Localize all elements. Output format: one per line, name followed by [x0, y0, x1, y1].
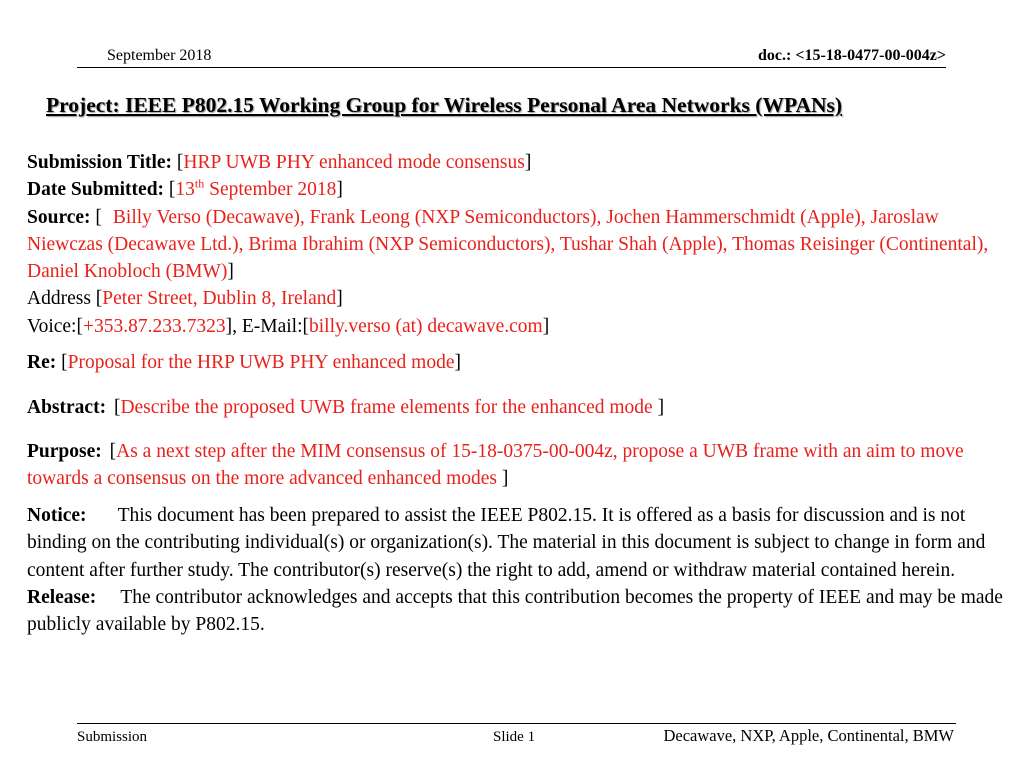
notice-text: This document has been prepared to assist the IEEE P802.15. It is offered as a basis for discussion and is not binding on the contributing individual(s) or organization(s). The material in this document is subject to change in form and content after further study. The contributor(s) reserve(s) the right to add, amend or withdraw material contained herein.: [27, 505, 986, 581]
page-title: Project: IEEE P802.15 Working Group for Wireless Personal Area Networks (WPANs): [46, 93, 843, 117]
abstract-value: Describe the proposed UWB frame elements for the enhanced mode: [120, 397, 658, 418]
date-ordinal: th: [194, 176, 205, 191]
submission-title-line: Submission Title: [HRP UWB PHY enhanced mode consensus]: [27, 152, 532, 173]
date-month-year: September 2018: [204, 179, 337, 201]
submission-title-value: HRP UWB PHY enhanced mode consensus: [183, 152, 525, 173]
date-submitted-line: Date Submitted: [13th September 2018]: [27, 176, 343, 201]
notice-block: [27, 502, 1017, 638]
email-label: E-Mail:: [241, 315, 303, 337]
address-label: Address: [27, 288, 91, 310]
date-day: 13: [175, 179, 195, 201]
re-value: Proposal for the HRP UWB PHY enhanced mode: [67, 352, 455, 373]
abstract-line: Abstract: [Describe the proposed UWB frame elements for the enhanced mode ]: [27, 397, 665, 418]
footer-rule: [77, 723, 956, 724]
submission-block: [27, 149, 1017, 340]
submission-title-label: Submission Title:: [27, 152, 173, 173]
source-line: Source: [ Billy Verso (Decawave), Frank Leong (NXP Semiconductors), Jochen Hammerschmidt (Apple), Jaroslaw Niewczas (Decawave Ltd.), Brima Ibrahim (NXP Semiconductors), Tushar Shah (Apple), Thomas Reisinger (Continental), Daniel Knobloch (BMW)]: [27, 206, 989, 283]
address-line: Address [Peter Street, Dublin 8, Ireland]: [27, 288, 343, 310]
purpose-label: Purpose:: [27, 441, 102, 462]
header-doc-id: doc.: <15-18-0477-00-004z>: [758, 47, 946, 64]
voice-label: Voice:: [27, 315, 77, 337]
re-label: Re:: [27, 352, 57, 373]
address-value: Peter Street, Dublin 8, Ireland: [102, 288, 337, 310]
voice-value: +353.87.233.7323: [82, 315, 226, 337]
re-line: Re: [Proposal for the HRP UWB PHY enhanced mode]: [27, 352, 461, 373]
purpose-block: Purpose: [As a next step after the MIM consensus of 15-18-0375-00-004z, propose a UWB frame with an aim to move towards a consensus on the more advanced enhanced modes ]: [27, 441, 964, 490]
purpose-value: As a next step after the MIM consensus of 15-18-0375-00-004z, propose a UWB frame with an aim to move towards a consensus on the more advanced enhanced modes: [27, 441, 964, 490]
source-label: Source:: [27, 206, 91, 228]
release-paragraph: [27, 584, 1017, 639]
abstract-label: Abstract:: [27, 397, 107, 418]
notice-paragraph: [27, 502, 1017, 584]
source-value: Billy Verso (Decawave), Frank Leong (NXP Semiconductors), Jochen Hammerschmidt (Apple), Jaroslaw Niewczas (Decawave Ltd.), Brima Ibrahim (NXP Semiconductors), Tushar Shah (Apple), Thomas Reisinger (Continental), Daniel Knobloch (BMW): [27, 206, 989, 283]
header-rule: [77, 67, 946, 68]
header-date: September 2018: [107, 47, 212, 64]
footer-slide-number: Slide 1: [493, 729, 536, 745]
footer-authors: Decawave, NXP, Apple, Continental, BMW: [663, 726, 954, 745]
date-submitted-label: Date Submitted:: [27, 179, 165, 201]
contact-line: Voice:[+353.87.233.7323], E-Mail:[billy.verso (at) decawave.com]: [27, 315, 550, 337]
email-value: billy.verso (at) decawave.com: [309, 315, 543, 337]
release-label: Release:: [27, 586, 97, 608]
footer-submission: Submission: [77, 729, 148, 745]
release-text: The contributor acknowledges and accepts that this contribution becomes the property of IEEE and may be made publicly available by P802.15.: [27, 586, 1003, 636]
notice-label: Notice:: [27, 505, 87, 526]
